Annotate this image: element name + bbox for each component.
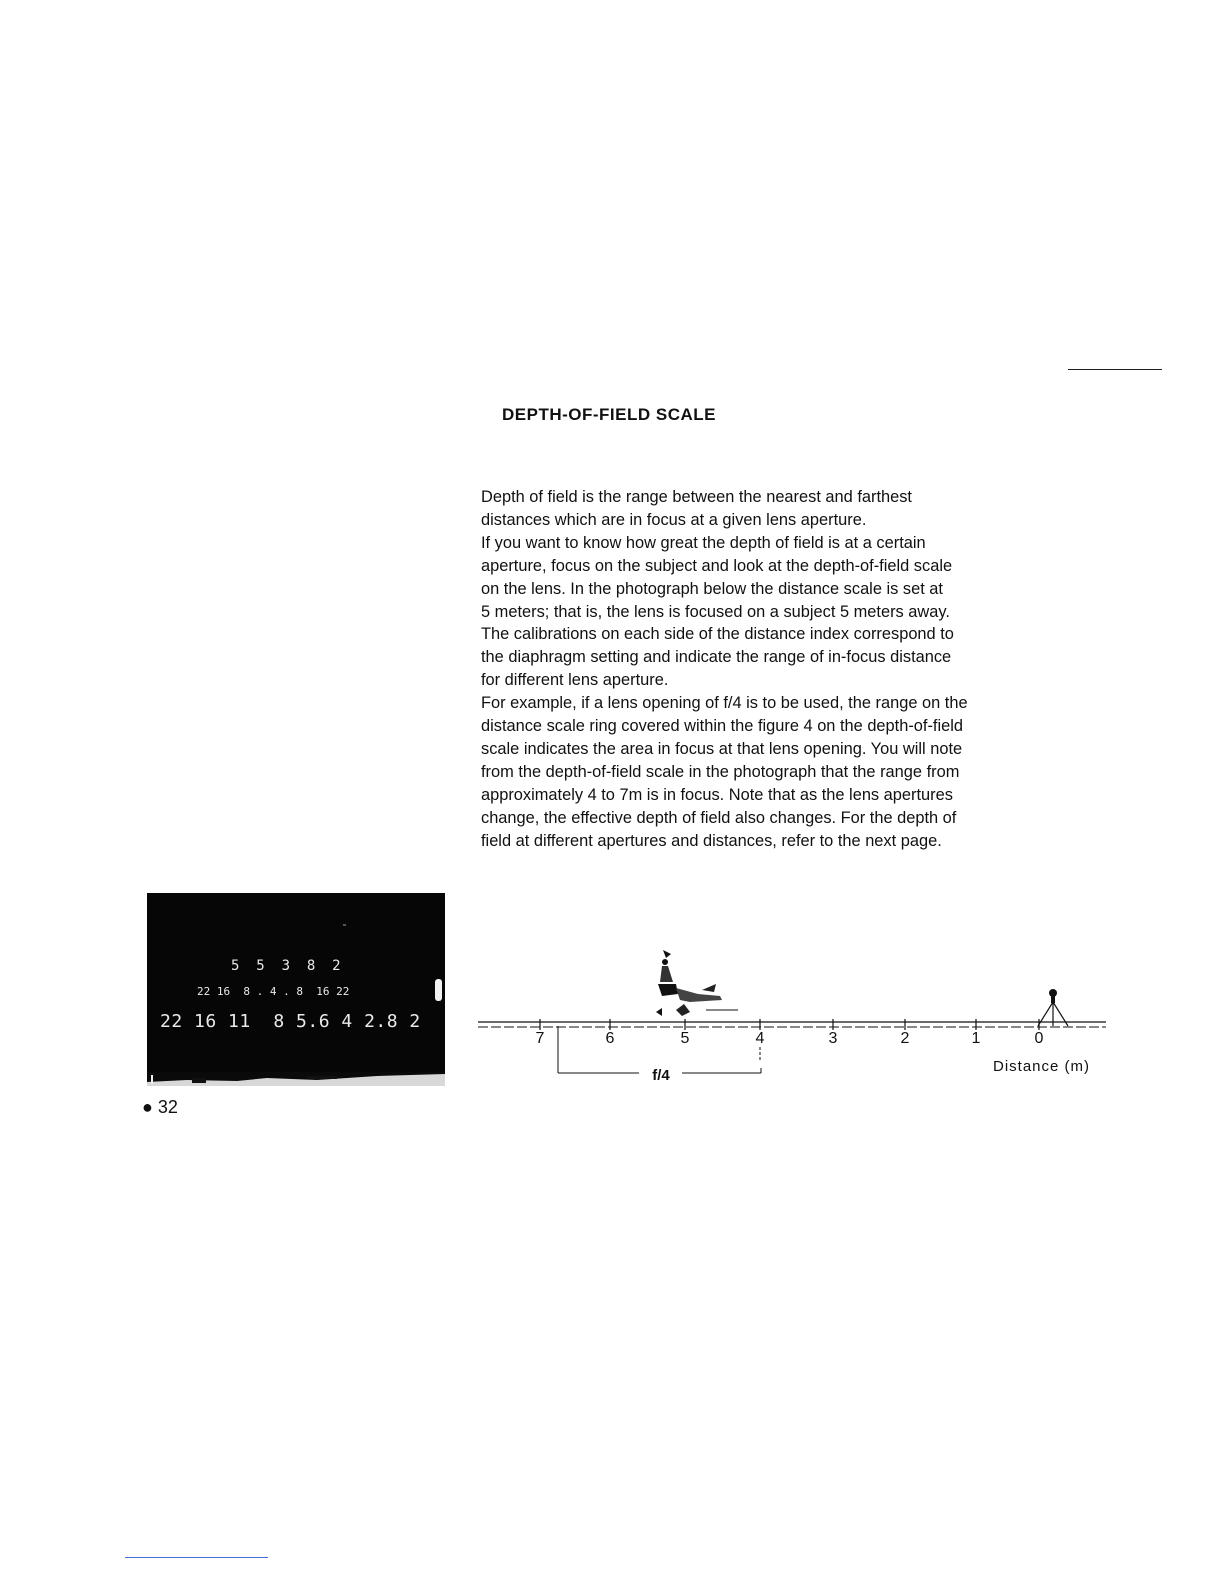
- page-number: ● 32: [142, 1097, 178, 1117]
- scale-label: 4: [755, 1030, 765, 1047]
- text-line: change, the effective depth of field also changes. For the depth of: [481, 808, 957, 827]
- text-line: distances which are in focus at a given lens aperture.: [481, 510, 867, 529]
- text-line: If you want to know how great the depth of field is at a certain: [481, 533, 926, 552]
- text-line: The calibrations on each side of the distance index correspond to: [481, 625, 954, 644]
- text-line: 5 meters; that is, the lens is focused on a subject 5 meters away.: [481, 602, 950, 621]
- aperture-bracket: [558, 1026, 761, 1073]
- text-line: For example, if a lens opening of f/4 is to be used, the range on the: [481, 694, 968, 713]
- text-line: from the depth-of-field scale in the photograph that the range from: [481, 762, 960, 781]
- lens-distance-row: 5 5 3 8 2: [231, 958, 341, 974]
- lens-dof-row: 22 16 8 . 4 . 8 16 22: [197, 985, 350, 998]
- text-line: Depth of field is the range between the nearest and farthest: [481, 488, 912, 506]
- scale-label: 3: [828, 1030, 838, 1047]
- scale-label: 2: [900, 1030, 910, 1047]
- scale-label: 5: [680, 1030, 690, 1047]
- photo-glint: [343, 924, 346, 926]
- text-line: aperture, focus on the subject and look at the depth-of-field scale: [481, 556, 953, 575]
- text-line: for different lens aperture.: [481, 671, 669, 690]
- text-line: scale indicates the area in focus at that lens opening. You will note: [481, 739, 963, 758]
- dof-diagram: [476, 940, 1116, 1095]
- scale-label: 7: [535, 1030, 545, 1047]
- page-title: DEPTH-OF-FIELD SCALE: [502, 405, 716, 424]
- scale-labels: [536, 1030, 1044, 1047]
- scale-label: 1: [971, 1030, 981, 1047]
- text-line: on the lens. In the photograph below the distance scale is set at: [481, 579, 943, 598]
- body-text: [481, 486, 1111, 853]
- header-rule: [1068, 369, 1162, 370]
- scale-label: 0: [1034, 1030, 1044, 1047]
- lens-scale-photo: [147, 893, 445, 1086]
- lens-index-notch: [435, 979, 442, 1001]
- camera-tripod-icon: [1038, 989, 1068, 1026]
- footer-rule: [125, 1557, 268, 1558]
- text-line: the diaphragm setting and indicate the range of in-focus distance: [481, 648, 952, 667]
- text-line: field at different apertures and distances, refer to the next page.: [481, 831, 942, 850]
- photo-bottom-strip: [147, 1072, 445, 1086]
- axis-label: Distance (m): [993, 1058, 1091, 1075]
- scale-label: 6: [605, 1030, 615, 1047]
- subject-figure-icon: [656, 950, 738, 1016]
- aperture-label: f/4: [652, 1067, 670, 1084]
- text-line: approximately 4 to 7m is in focus. Note that as the lens apertures: [481, 785, 953, 804]
- scale-ticks: [540, 1019, 1039, 1030]
- lens-aperture-row: 22 16 11 8 5.6 4 2.8 2: [160, 1011, 421, 1032]
- text-line: distance scale ring covered within the figure 4 on the depth-of-field: [481, 717, 963, 736]
